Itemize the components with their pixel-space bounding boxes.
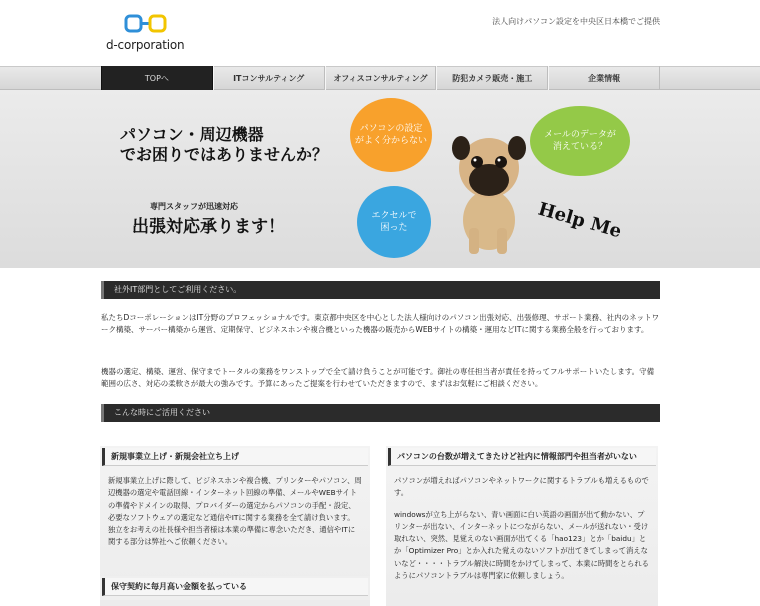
pug-dog-illustration bbox=[445, 128, 531, 256]
speech-bubble-email bbox=[530, 106, 630, 176]
nav-item-top[interactable]: TOPへ bbox=[101, 66, 213, 90]
header-tagline: 法人向けパソコン設定を中央区日本橋でご提供 bbox=[492, 17, 660, 26]
nav-item-company-info[interactable]: 企業情報 bbox=[548, 66, 660, 90]
nav-item-security-camera[interactable]: 防犯カメラ販売・施工 bbox=[436, 66, 548, 90]
hero-title-line2: でお困りではありませんか？ bbox=[120, 145, 329, 164]
card-paragraph: 新規事業立上げに際して、ビジネスホンや複合機、プリンターやパソコン、周辺機器の選定や電話回線・インターネット回線の準備、メールやWEBサイトの準備やドメインの取得、プロバイダーの選定からパソコンの手配・設定、必要なソフトウェアの選定など通信やITに関する業務を全て請け負います。 独立をお考えの社長様や担当者様は本業の準備に専念いただき、通信やITに関する部分は弊社へご依頼ください。 bbox=[108, 476, 362, 547]
nav-item-it-consulting[interactable]: ITコンサルティング bbox=[213, 66, 325, 90]
bubble-orange-line1: パソコンの設定 bbox=[359, 124, 423, 134]
bubble-blue-line2: 困った bbox=[380, 223, 408, 233]
bubble-orange-line2: がよく分からない bbox=[354, 136, 427, 146]
card-body bbox=[386, 466, 658, 582]
intro-paragraph-2: 機器の選定、構築、運営、保守までトータルの業務をワンストップで全て請け負うことが可能です。御社の専任担当者が責任を持ってフルサポートいたします。守備範囲の広さ、対応の柔軟さが最大の強みです。予算にあったご提案を行わせていただきますので、まずはお気軽にご相談ください。 bbox=[101, 367, 655, 389]
hero-banner bbox=[0, 90, 760, 268]
logo-mark-icon bbox=[124, 14, 168, 36]
speech-bubble-settings bbox=[350, 98, 432, 172]
bubble-green-line2: 消えている？ bbox=[552, 142, 607, 152]
section-heading-use-cases: こんな時にご活用ください bbox=[101, 404, 660, 422]
site-header bbox=[0, 0, 760, 66]
card-paragraph: パソコンが増えればパソコンやネットワークに関するトラブルも増えるものです。 bbox=[394, 476, 649, 498]
use-case-card-no-it-staff bbox=[386, 446, 658, 606]
section-heading-it-department: 社外IT部門としてご利用ください。 bbox=[101, 281, 660, 299]
speech-bubble-excel bbox=[357, 186, 431, 258]
card-heading: パソコンの台数が増えてきたけど社内に情報部門や担当者がいない bbox=[388, 448, 656, 466]
use-case-card-maintenance bbox=[100, 576, 370, 600]
card-body bbox=[100, 466, 370, 549]
nav-item-office-consulting[interactable]: オフィスコンサルティング bbox=[325, 66, 437, 90]
card-heading: 保守契約に毎月高い金額を払っている bbox=[102, 578, 368, 596]
hero-title-line1: パソコン・周辺機器 bbox=[120, 125, 264, 144]
card-heading: 新規事業立上げ・新規会社立ち上げ bbox=[102, 448, 368, 466]
intro-paragraph-1: 私たちDコーポレーションはIT分野のプロフェッショナルです。東京都中央区を中心とした法人様向けのパソコン出張対応、出張修理、サポート業務、社内のネットワーク構築、サーバー構築から運営、定期保守、ビジネスホンや複合機といった機器の販売からWEBサイトの構築・運用などITに関する業務全般を行っております。 bbox=[101, 313, 660, 335]
hero-title bbox=[120, 125, 328, 165]
bubble-green-line1: メールのデータが bbox=[544, 130, 616, 140]
help-me-text: Help Me bbox=[535, 198, 624, 243]
hero-subtitle-large: 出張対応承ります！ bbox=[132, 217, 285, 237]
brand-logo[interactable] bbox=[106, 12, 192, 56]
card-paragraph: windowsが立ち上がらない、青い画面に白い英語の画面が出て動かない、プリンターが出ない、インターネットにつながらない、メールが送れない・受け取れない、突然、見覚えのない画面が出てくる「hao123」とか「baidu」とか「Optimizer Pro」とか入れた覚えのないソフトが出てきてしまって消えないなど・・・・トラブル解決に時間をかけてしまって、本業に時間をとられるようにパソコントラブルは専門家に依頼しましょう。 bbox=[394, 509, 649, 581]
brand-name: d-corporation bbox=[106, 38, 185, 52]
main-nav bbox=[101, 66, 660, 90]
hero-subtitle-small: 専門スタッフが迅速対応 bbox=[150, 202, 238, 211]
bubble-blue-line1: エクセルで bbox=[371, 211, 417, 221]
